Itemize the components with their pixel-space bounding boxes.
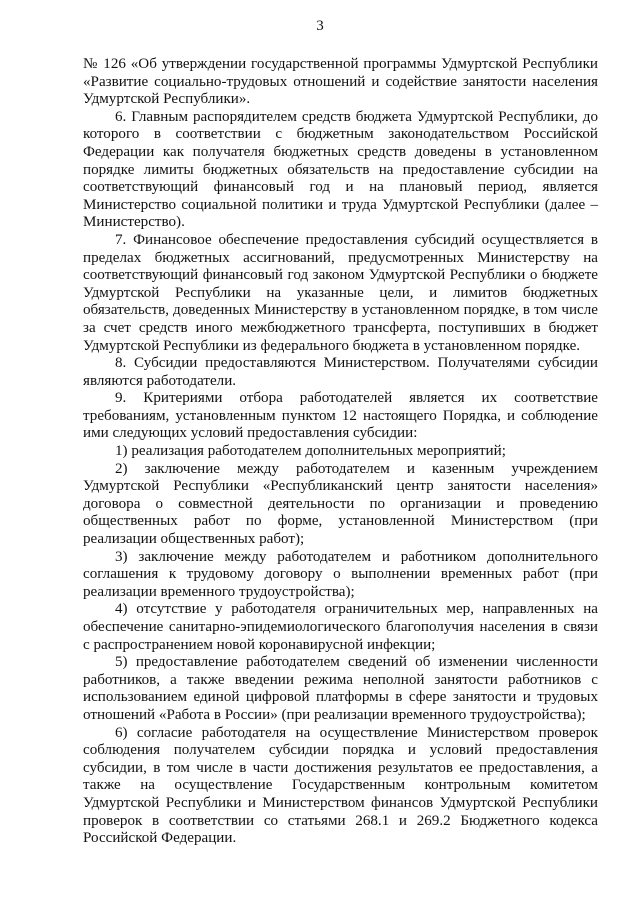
document-body xyxy=(83,56,598,848)
paragraph-program-reference: № 126 «Об утверждении государственной программы Удмуртской Республики «Развитие социально-трудовых отношений и содействие занятости населения Удмуртской Республики». xyxy=(83,56,598,108)
paragraph-9-selection-criteria: 9. Критериями отбора работодателей является их соответствие требованиям, установленным пунктом 12 настоящего Порядка, и соблюдение ими следующих условий предоставления субсидии: xyxy=(83,390,598,442)
condition-item-5: 5) предоставление работодателем сведений об изменении численности работников, а также введении режима неполной занятости работников с использованием единой цифровой платформы в сфере занятости и трудовых отношений «Работа в России» (при реализации временного трудоустройства); xyxy=(83,654,598,723)
page-number: 3 xyxy=(316,18,324,34)
condition-item-1: 1) реализация работодателем дополнительных мероприятий; xyxy=(115,443,506,460)
condition-item-6: 6) согласие работодателя на осуществление Министерством проверок соблюдения получателем субсидии порядка и условий предоставления субсидии, в том числе в части достижения результатов ее предоставления, а также на осуществление Государственным контрольным комитетом Удмуртской Республики и Министерством финансов Удмуртской Республики проверок в соответствии со статьями 268.1 и 269.2 Бюджетного кодекса Российской Федерации. xyxy=(83,724,598,847)
condition-item-3: 3) заключение между работодателем и работником дополнительного соглашения к трудовому договору о выполнении временных работ (при реализации временного трудоустройства); xyxy=(83,548,598,600)
paragraph-7-financial-support: 7. Финансовое обеспечение предоставления субсидий осуществляется в пределах бюджетных ассигнований, предусмотренных Министерству на соответствующий финансовый год законом Удмуртской Республики о бюджете Удмуртской Республики на указанные цели, и лимитов бюджетных обязательств, доведенных Министерству в установленном порядке, в том числе за счет средств иного межбюджетного трансферта, поступивших в бюджет Удмуртской Республики из федерального бюджета в установленном порядке. xyxy=(83,231,598,354)
paragraph-8-subsidy-provider: 8. Субсидии предоставляются Министерством. Получателями субсидии являются работодатели. xyxy=(83,355,598,389)
condition-item-4: 4) отсутствие у работодателя ограничительных мер, направленных на обеспечение санитарно-эпидемиологического благополучия населения в связи с распространением новой коронавирусной инфекции; xyxy=(83,601,598,653)
condition-item-2: 2) заключение между работодателем и казенным учреждением Удмуртской Республики «Республиканский центр занятости населения» договора о совместной деятельности по организации и проведению общественных работ по форме, установленной Министерством (при реализации общественных работ); xyxy=(83,460,598,548)
paragraph-6-budget-manager: 6. Главным распорядителем средств бюджета Удмуртской Республики, до которого в соответствии с бюджетным законодательством Российской Федерации как получателя бюджетных средств доведены в установленном порядке лимиты бюджетных обязательств на предоставление субсидии на соответствующий финансовый год и на плановый период, является Министерство социальной политики и труда Удмуртской Республики (далее – Министерство). xyxy=(83,108,598,231)
